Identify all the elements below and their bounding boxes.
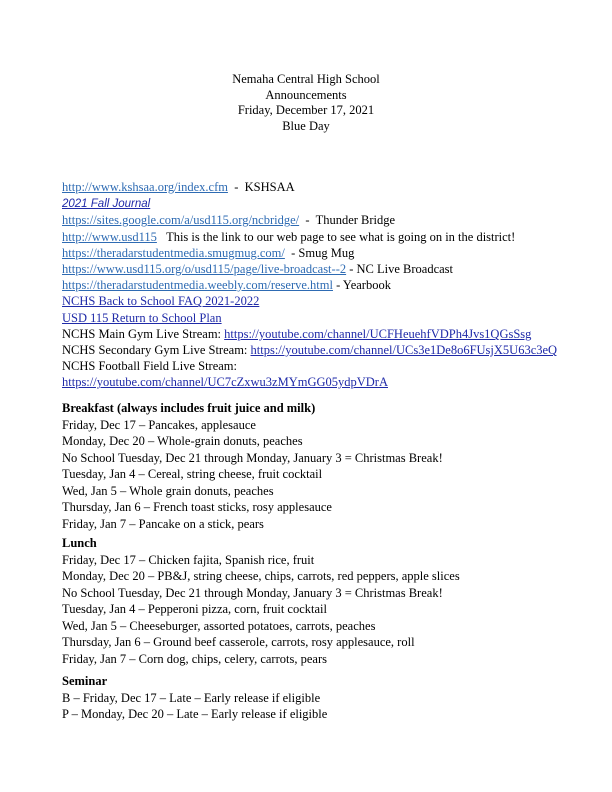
link-row [62, 229, 602, 245]
link-row [62, 212, 602, 228]
menu-item: Monday, Dec 20 – PB&J, string cheese, chips, carrots, red peppers, apple slices [62, 569, 460, 583]
menu-item: Tuesday, Jan 4 – Cereal, string cheese, fruit cocktail [62, 467, 323, 481]
document-title: Announcements [265, 87, 347, 102]
main-gym-label: NCHS Main Gym Live Stream: [62, 326, 225, 341]
link-row [62, 310, 602, 326]
breakfast-title: Breakfast (always includes fruit juice and milk) [62, 401, 316, 415]
link-desc: - Thunder Bridge [299, 213, 396, 228]
seminar-item: B – Friday, Dec 17 – Late – Early release if eligible [62, 690, 321, 705]
menu-item: Friday, Dec 17 – Chicken fajita, Spanish rice, fruit [62, 552, 315, 567]
link-row [62, 245, 602, 261]
menu-item: Tuesday, Jan 4 – Pepperoni pizza, corn, fruit cocktail [62, 602, 327, 616]
secondary-gym-stream-link[interactable]: https://youtube.com/channel/UCs3e1De8o6FUsjX5U63c3eQ [250, 343, 558, 358]
menu-item: Friday, Dec 17 – Pancakes, applesauce [62, 417, 256, 432]
link-row [62, 358, 602, 374]
menu-item: No School Tuesday, Dec 21 through Monday, January 3 = Christmas Break! [62, 585, 443, 600]
school-name: Nemaha Central High School [232, 72, 380, 86]
main-gym-stream-link[interactable]: https://youtube.com/channel/UCFHeuehfVDPh4Jvs1QGsSsg [224, 326, 532, 341]
kshsaa-link[interactable]: http://www.kshsaa.org/index.cfm [62, 180, 228, 194]
return-plan-link[interactable]: USD 115 Return to School Plan [62, 310, 222, 325]
lunch-section [62, 535, 602, 667]
seminar-title: Seminar [62, 674, 108, 688]
usd115-link[interactable]: http://www.usd115 [62, 229, 157, 244]
link-row [62, 342, 602, 358]
seminar-section [62, 673, 602, 723]
football-field-stream-link[interactable]: https://youtube.com/channel/UC7cZxwu3zMYmGG05ydpVDrA [62, 375, 388, 390]
menu-item: Friday, Jan 7 – Pancake on a stick, pears [62, 516, 264, 531]
link-desc: This is the link to our web page to see what is going on in the district! [156, 229, 516, 244]
football-field-label: NCHS Football Field Live Stream: [62, 359, 237, 374]
document-date: Friday, December 17, 2021 [237, 103, 375, 117]
link-row [62, 195, 602, 212]
link-row [62, 374, 602, 390]
seminar-item: P – Monday, Dec 20 – Late – Early release if eligible [62, 707, 328, 721]
menu-item: No School Tuesday, Dec 21 through Monday, January 3 = Christmas Break! [62, 450, 443, 465]
menu-item: Thursday, Jan 6 – French toast sticks, rosy applesauce [62, 500, 332, 514]
smugmug-link[interactable]: https://theradarstudentmedia.smugmug.com/ [62, 245, 285, 260]
faq-link[interactable]: NCHS Back to School FAQ 2021-2022 [62, 294, 260, 309]
link-row [62, 261, 602, 277]
document-header [0, 72, 612, 134]
menu-item: Wed, Jan 5 – Whole grain donuts, peaches [62, 483, 274, 498]
day-color: Blue Day [282, 118, 330, 133]
menu-item: Wed, Jan 5 – Cheeseburger, assorted potatoes, carrots, peaches [62, 618, 376, 633]
menu-item: Friday, Jan 7 – Corn dog, chips, celery, carrots, pears [62, 651, 327, 666]
secondary-gym-label: NCHS Secondary Gym Live Stream: [62, 343, 251, 358]
breakfast-section [62, 400, 602, 532]
link-desc: - NC Live Broadcast [346, 262, 454, 277]
yearbook-link[interactable]: https://theradarstudentmedia.weebly.com/reserve.html [62, 278, 333, 293]
link-row [62, 277, 602, 293]
lunch-title: Lunch [62, 536, 97, 550]
links-section [62, 179, 602, 391]
live-broadcast-link[interactable]: https://www.usd115.org/o/usd115/page/live-broadcast--2 [62, 262, 347, 277]
menu-item: Monday, Dec 20 – Whole-grain donuts, peaches [62, 434, 303, 448]
link-row [62, 293, 602, 309]
link-desc: - Yearbook [332, 278, 391, 293]
fall-journal-link[interactable]: 2021 Fall Journal [62, 198, 151, 211]
link-desc: - Smug Mug [284, 245, 355, 260]
thunder-bridge-link[interactable]: https://sites.google.com/a/usd115.org/ncbridge/ [62, 213, 300, 228]
menu-item: Thursday, Jan 6 – Ground beef casserole, carrots, rosy applesauce, roll [62, 635, 415, 649]
link-desc: - KSHSAA [227, 180, 295, 194]
link-row [62, 326, 602, 342]
link-row [62, 179, 602, 195]
